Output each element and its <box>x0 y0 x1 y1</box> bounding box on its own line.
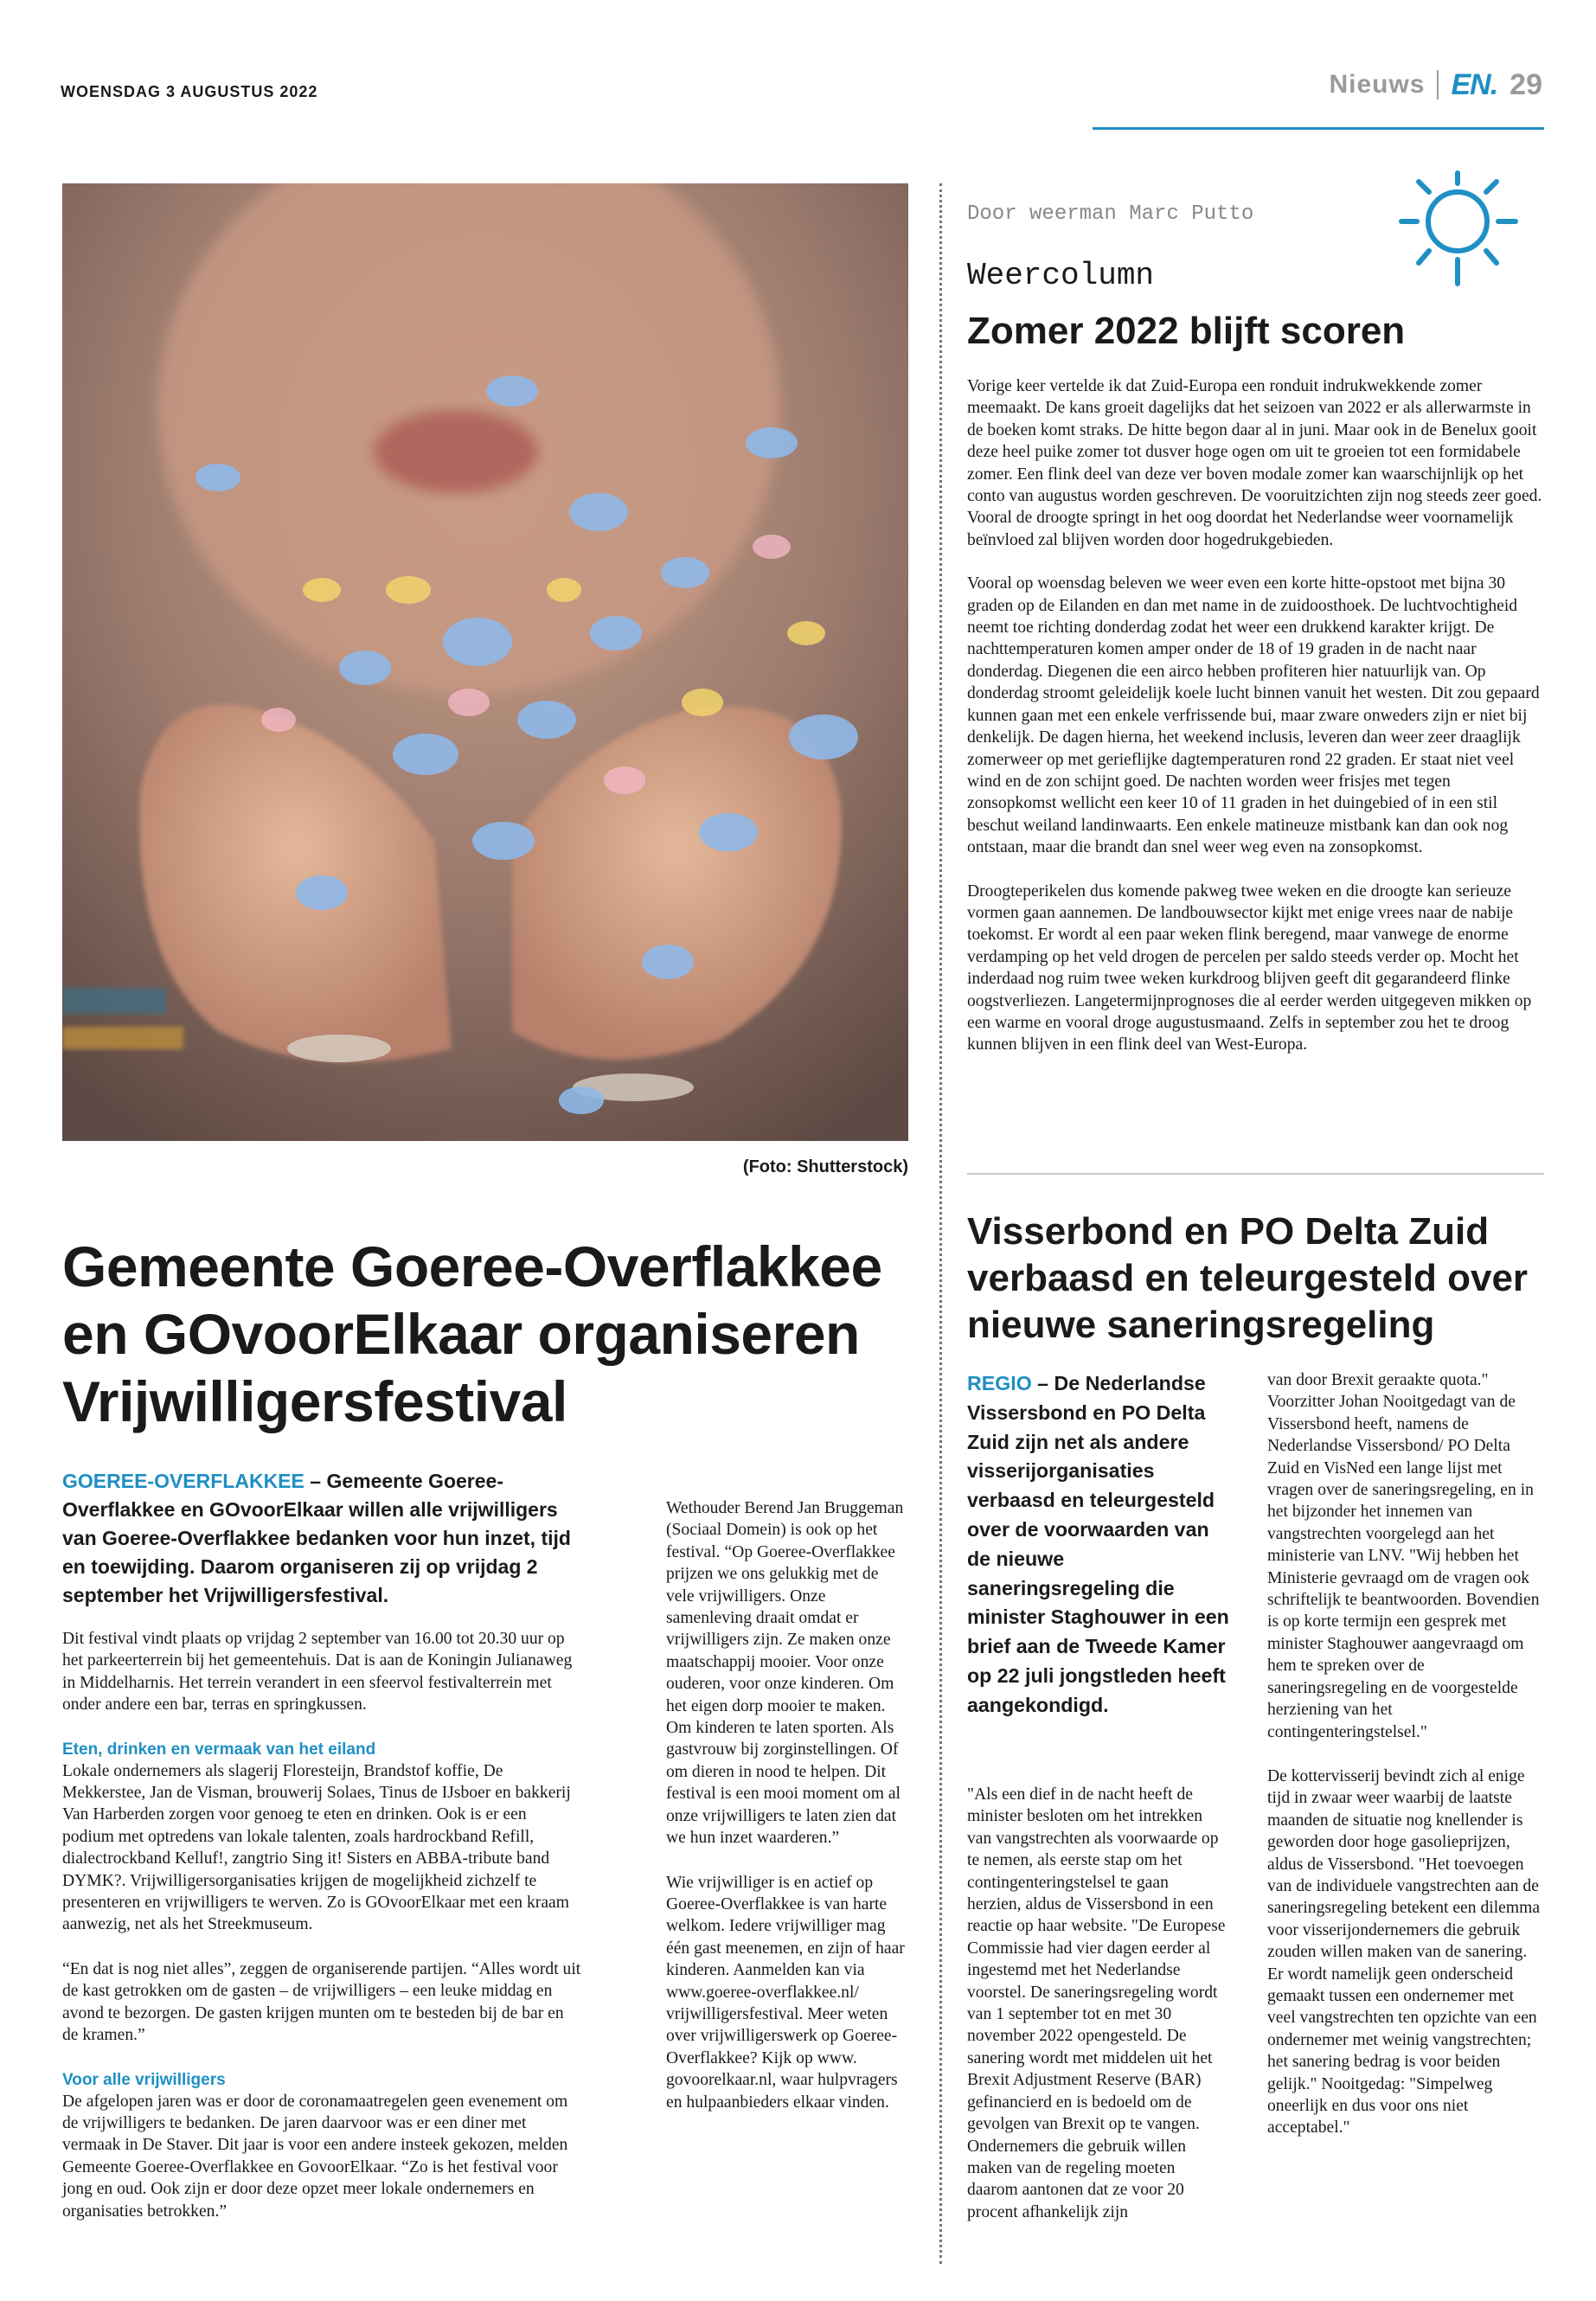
weather-paragraph: Vorige keer vertelde ik dat Zuid-Europa een ronduit indrukwekkende zomer meemaakt. De kans groeit dagelijks dat het seizoen van 2022 er als allerwarmste in de boeken komt straks. De hitte begon daar al in juni. Maar ook in de Benelux gooit deze heel puike zomer tot dusver hoge ogen om uit te groeien tot een formidabele zomer. Een flink deel van deze ver boven modale zomer kan waarschijnlijk op het conto van augustus worden geschreven. De vooruitzichten zijn nog steeds zeer goed. Vooral de droogte springt in het oog doordat het Nederlandse weer voornamelijk beïnvloed zal blijven worden door hogedrukgebieden. <box>967 377 1542 549</box>
visserbond-column-1: "Als een dief in de nacht heeft de minister besloten om het intrekken van vangstrechten als voorwaarde op te nemen, als eerste stap om het contingenteringstelsel te gaan herzien, aldus de Vissersbond in een reactie op haar website. "De Europese Commissie had vier dagen eerder al ingestemd met het Nederlandse voorstel. De saneringsregeling wordt van 1 september tot en met 30 november 2022 opengesteld. De sanering wordt met middelen uit het Brexit Adjustment Reserve (BAR) gefinancierd en is bedoeld om de gevolgen van Brexit op te vangen. Ondernemers die gebruik willen maken van de regeling moeten daarom aantonen dat ze voor 20 procent afhankelijk zijn <box>967 1785 1226 2221</box>
festival-kicker: GOEREE-OVERFLAKKEE <box>62 1470 304 1492</box>
page-number: 29 <box>1509 67 1542 101</box>
weather-author: Door weerman Marc Putto <box>967 202 1254 226</box>
header-rule <box>1093 127 1544 130</box>
section-divider <box>967 1173 1544 1175</box>
weather-kicker: Weercolumn <box>967 258 1155 293</box>
festival-subheading: Voor alle vrijwilligers <box>62 2070 226 2089</box>
sun-icon <box>1393 170 1522 299</box>
festival-paragraph: Wie vrijwilliger is en actief op Goeree-Overflakkee is van harte welkom. Iedere vrijwilliger mag één gast meenemen, en zijn of haar kinderen. Aanmelden kan via www.goeree-overflakkee.nl/ vrijwilligersfestival. Meer weten over vrijwilligerswerk op Goeree-Overflakkee? Kijk op www. govoorelkaar.nl, waar hulpvragers en hulpaanbieders elkaar vinden. <box>666 1873 905 2112</box>
weather-body <box>967 375 1543 1078</box>
festival-lead <box>62 1467 581 1610</box>
festival-column-1 <box>62 1628 581 2245</box>
photo-caption: (Foto: Shutterstock) <box>742 1157 908 1176</box>
column-divider <box>939 183 942 2264</box>
visserbond-paragraph: van door Brexit geraakte quota." Voorzitter Johan Nooitgedagt van de Vissersbond heeft, namens de Nederlandse Vissersbond/ PO Delta Zuid en VisNed een lange lijst met vragen over de saneringsregeling, en in het bijzonder het innemen van vangstrechten voorgelegd aan het ministerie van LNV. "Wij hebben het Ministerie gevraagd om de vragen ook schriftelijk te beantwoorden. Bovendien is op korte termijn een gesprek met minister Staghouwer aangevraagd om hem te spreken over de saneringsregeling en de voorgestelde herziening van het contingenteringstelsel." <box>1267 1371 1540 1741</box>
festival-paragraph: Wethouder Berend Jan Bruggeman (Sociaal Domein) is ook op het festival. “Op Goeree-Overflakkee prijzen we ons gelukkig met de vele vrijwilligers. Onze samenleving draait omdat er vrijwilligers zijn. Ze maken onze maatschappij mooier. Voor onze ouderen, voor onze kinderen. Om het eigen dorp mooier te maken. Om kinderen te laten sporten. Als gastvrouw bij zorginstellingen. Of om dieren in nood te helpen. Dit festival is een mooi moment om al onze vrijwilligers te laten zien dat we hun inzet waarderen.” <box>666 1499 904 1848</box>
festival-paragraph: “En dat is nog niet alles”, zeggen de organiserende partijen. “Alles wordt uit de kast getrokken om de gasten – de vrijwilligers – een leuke middag en avond te bezorgen. De gasten krijgen munten om te besteden bij de bar en de kramen.” <box>62 1959 581 2045</box>
masthead-divider <box>1437 70 1439 99</box>
weather-paragraph: Vooral op woensdag beleven we weer even een korte hitte-opstoot met bijna 30 graden op de Eilanden en dan met name in de zuidoosthoek. De luchtvochtigheid neemt toe richting donderdag zodat het weer een drukkend karakter krijgt. De nachttemperaturen komen amper onder de 18 of 19 graden in de nacht naar donderdag. Diegenen die een airco hebben profiteren hier natuurlijk van. Op donderdag stroomt geleidelijk koele lucht binnen vanuit het westen. Dit zou gepaard kunnen gaan met een enkele verfrissende bui, maar zware onweders zijn er niet bij denkelijk. De dagen hierna, het weekend inclusis, leveren dan weer zeer draaglijk zomerweer op met gerieflijke dagtemperaturen rond 22 graden. Er staat niet veel wind en de zon schijnt goed. De nachten worden weer frisjes met tegen zonsopkomst wellicht een keer 10 of 11 graden in het duingebied of in een stil beschut weiland landinwaarts. Een enkele matineuze mistbank kan dan ook nog ontstaan, maar die brandt dan snel weer weg even na zonsopkomst. <box>967 574 1540 857</box>
visserbond-paragraph: De kottervisserij bevindt zich al enige tijd in zwaar weer waarbij de laatste maanden de situatie nog knellender is geworden door hoge gasolieprijzen, aldus de Vissersbond. "Het toevoegen van de individuele vangstrechten aan de saneringsregeling betekent een dilemma voor visserijondernemers die gebruik zouden willen maken van de sanering. Er wordt namelijk geen onderscheid gemaakt tussen een ondernemer met veel vangstrechten ten opzichte van een ondernemer met weinig vangstrechten; het sanering bedrag is voor beiden gelijk." Nooitgedag: "Simpelweg oneerlijk en dus voor ons niet acceptabel." <box>1267 1766 1541 2138</box>
festival-paragraph: Lokale ondernemers als slagerij Floresteijn, Brandstof koffie, De Mekkerstee, Jan de Visman, brouwerij Solaes, Tinus de IJsboer en bakkerij Van Harberden zorgen voor genoeg te eten en drinken. Ook is er een podium met optredens van lokale talenten, zoals hardrockband Refill, dialectrockband Kelluf!, zangtrio Sing it! Sisters en ABBA-tribute band DYMK?. Vrijwilligersorganisaties krijgen de mogelijkheid zichzelf te presenteren en vrijwilligers te werven. Zo is GOvoorElkaar met een kraam aanwezig, net als het Streekmuseum. <box>62 1761 571 1934</box>
festival-paragraph: De afgelopen jaren was er door de coronamaatregelen geen evenement om de vrijwilligers te bedanken. De jaren daarvoor was er een diner met vermaak in De Staver. Dit jaar is voor een andere insteek gekozen, melden Gemeente Goeree-Overflakkee en GovoorElkaar. “Zo is het festival voor jong en oud. Ook zijn er door deze opzet meer lokale ondernemers en organisaties betrokken.” <box>62 2092 568 2221</box>
festival-column-2 <box>666 1497 908 2136</box>
festival-paragraph: Dit festival vindt plaats op vrijdag 2 september van 16.00 tot 20.30 uur op het parkeerterrein bij het gemeentehuis. Dat is aan de Koningin Julianaweg in Middelharnis. Het terrein verandert in een sfeervol festivalterrein met onder andere een bar, terras en springkussen. <box>62 1630 573 1715</box>
weather-title: Zomer 2022 blijft scoren <box>967 310 1406 352</box>
visserbond-lead <box>967 1369 1235 1721</box>
masthead <box>1329 66 1542 104</box>
issue-date: WOENSDAG 3 AUGUSTUS 2022 <box>61 83 318 100</box>
section-name: Nieuws <box>1329 70 1426 99</box>
visserbond-kicker: REGIO <box>967 1372 1032 1394</box>
festival-subheading: Eten, drinken en vermaak van het eiland <box>62 1740 376 1759</box>
festival-lead-text: – Gemeente Goeree-Overflakkee en GOvoorElkaar willen alle vrijwilligers van Goeree-Overflakkee bedanken voor hun inzet, tijd en toewijding. Daarom organiseren zij op vrijdag 2 september het Vrijwilligersfestival. <box>62 1470 571 1606</box>
visserbond-lead-text: – De Nederlandse Vissersbond en PO Delta Zuid zijn net als andere visserijorganisaties verbaasd en teleurgesteld over de voorwaarden van de nieuwe saneringsregeling die minister Staghouwer in een brief aan de Tweede Kamer op 22 juli jongstleden heeft aangekondigd. <box>967 1372 1229 1716</box>
visserbond-headline: Visserbond en PO Delta Zuid verbaasd en teleurgesteld over nieuwe saneringsregeling <box>967 1210 1529 1346</box>
visserbond-column-2 <box>1267 1369 1544 2162</box>
weather-paragraph: Droogteperikelen dus komende pakweg twee weken en die droogte kan serieuze vormen gaan aannemen. De landbouwsector kijkt met enige vrees naar de nabije toekomst. Er wordt al een paar weken flink beregend, maar vanwege de enorme verdamping op het veld drogen de percelen per saldo steeds verder op. Mocht het inderdaad nog ruim twee weken kurkdroog blijven geeft dit gegarandeerd flinke oogstverliezen. Langetermijnprognoses die al eerder werden uitgegeven mikken op een warme en vooral droge augustusmaand. Zelfs in september zou het te droog kunnen blijven in een flink deel van West-Europa. <box>967 881 1532 1054</box>
confetti-photo <box>62 183 908 1141</box>
festival-headline: Gemeente Goeree-Overflakkee en GOvoorElkaar organiseren Vrijwilligersfestival <box>62 1234 882 1433</box>
newspaper-logo: EN. <box>1451 67 1498 101</box>
